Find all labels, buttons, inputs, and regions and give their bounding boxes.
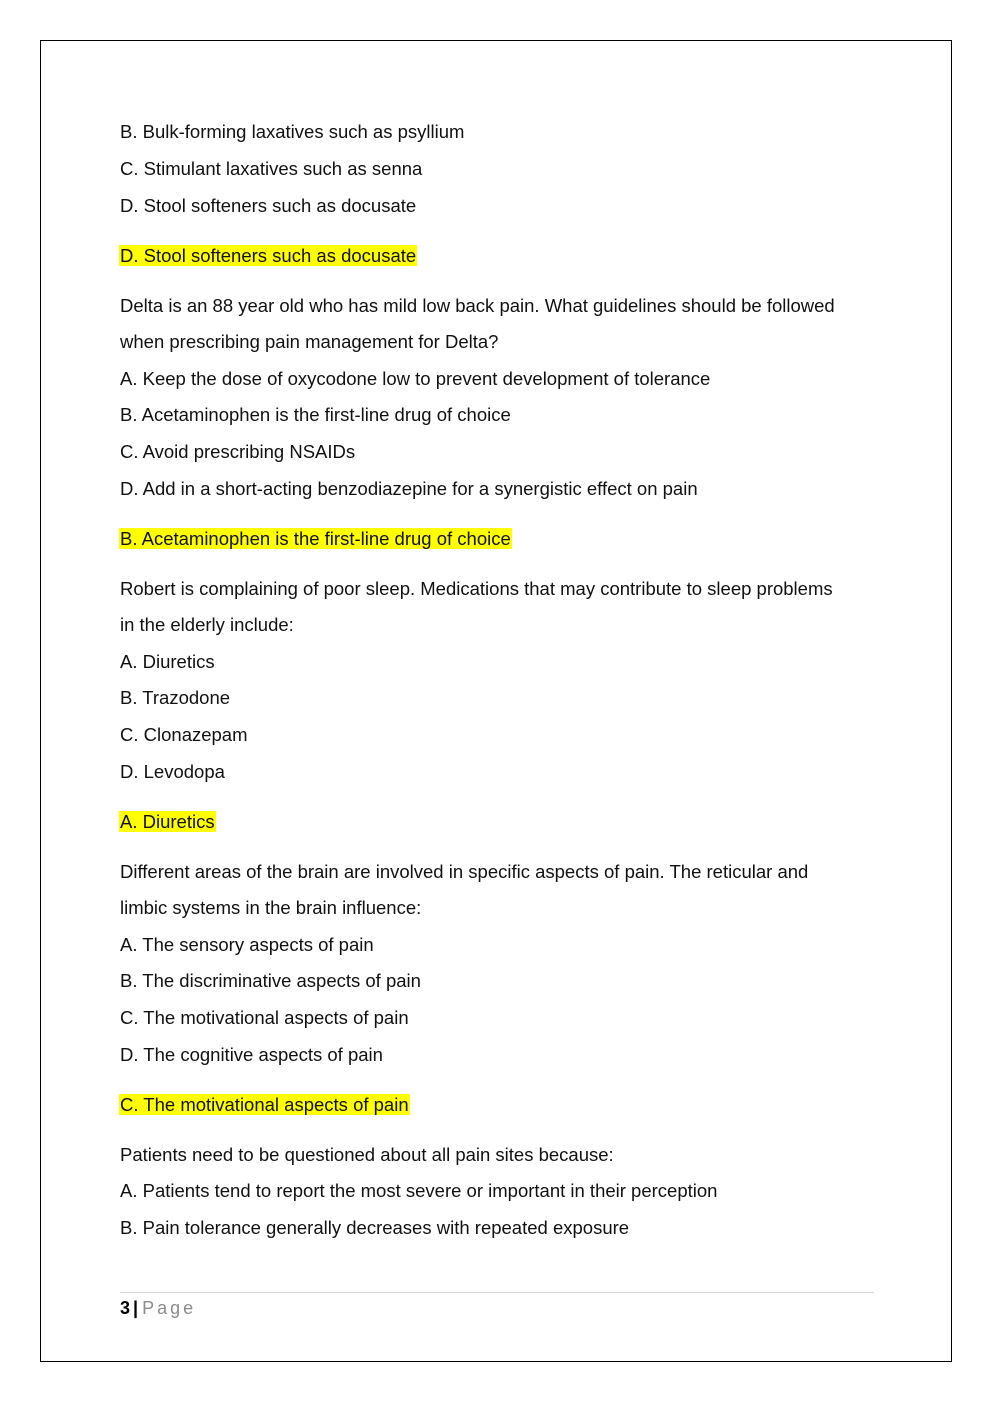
option-line: D. Add in a short-acting benzodiazepine for a synergistic effect on pain [120,478,698,499]
option-line: C. Stimulant laxatives such as senna [120,158,423,179]
option-line: D. Levodopa [120,761,225,782]
question-line: Delta is an 88 year old who has mild low back pain. What guidelines should be followed [120,295,835,316]
page-number: 3 [120,1298,131,1318]
answer-highlight: A. Diuretics [120,811,215,832]
option-line: D. Stool softeners such as docusate [120,195,417,216]
page-footer [120,1296,196,1320]
option-line: C. Avoid prescribing NSAIDs [120,441,356,462]
option-line: B. Pain tolerance generally decreases with repeated exposure [120,1217,630,1238]
question-line: Different areas of the brain are involved in specific aspects of pain. The reticular and [120,861,809,882]
question-line: Robert is complaining of poor sleep. Medications that may contribute to sleep problems [120,578,833,599]
answer-line [120,527,512,551]
option-line: C. Clonazepam [120,724,248,745]
question-line: in the elderly include: [120,614,294,635]
option-line: B. Trazodone [120,687,231,708]
answer-highlight: D. Stool softeners such as docusate [120,245,417,266]
option-line: B. Acetaminophen is the first-line drug of choice [120,404,511,425]
answer-highlight: C. The motivational aspects of pain [120,1094,409,1115]
footer-separator: | [133,1298,139,1318]
option-line: A. The sensory aspects of pain [120,934,374,955]
answer-line [120,1093,410,1117]
option-line: A. Patients tend to report the most severe or important in their perception [120,1180,718,1201]
option-line: A. Keep the dose of oxycodone low to prevent development of tolerance [120,368,711,389]
option-line: D. The cognitive aspects of pain [120,1044,383,1065]
question-line: Patients need to be questioned about all pain sites because: [120,1144,614,1165]
question-line: limbic systems in the brain influence: [120,897,422,918]
answer-highlight: B. Acetaminophen is the first-line drug of choice [120,528,511,549]
option-line: A. Diuretics [120,651,215,672]
question-line: when prescribing pain management for Delta? [120,331,499,352]
option-line: B. Bulk-forming laxatives such as psyllium [120,121,465,142]
footer-divider [120,1292,874,1293]
page-label: Page [142,1298,197,1318]
option-line: C. The motivational aspects of pain [120,1007,409,1028]
answer-line [120,244,417,268]
option-line: B. The discriminative aspects of pain [120,970,421,991]
answer-line [120,810,216,834]
